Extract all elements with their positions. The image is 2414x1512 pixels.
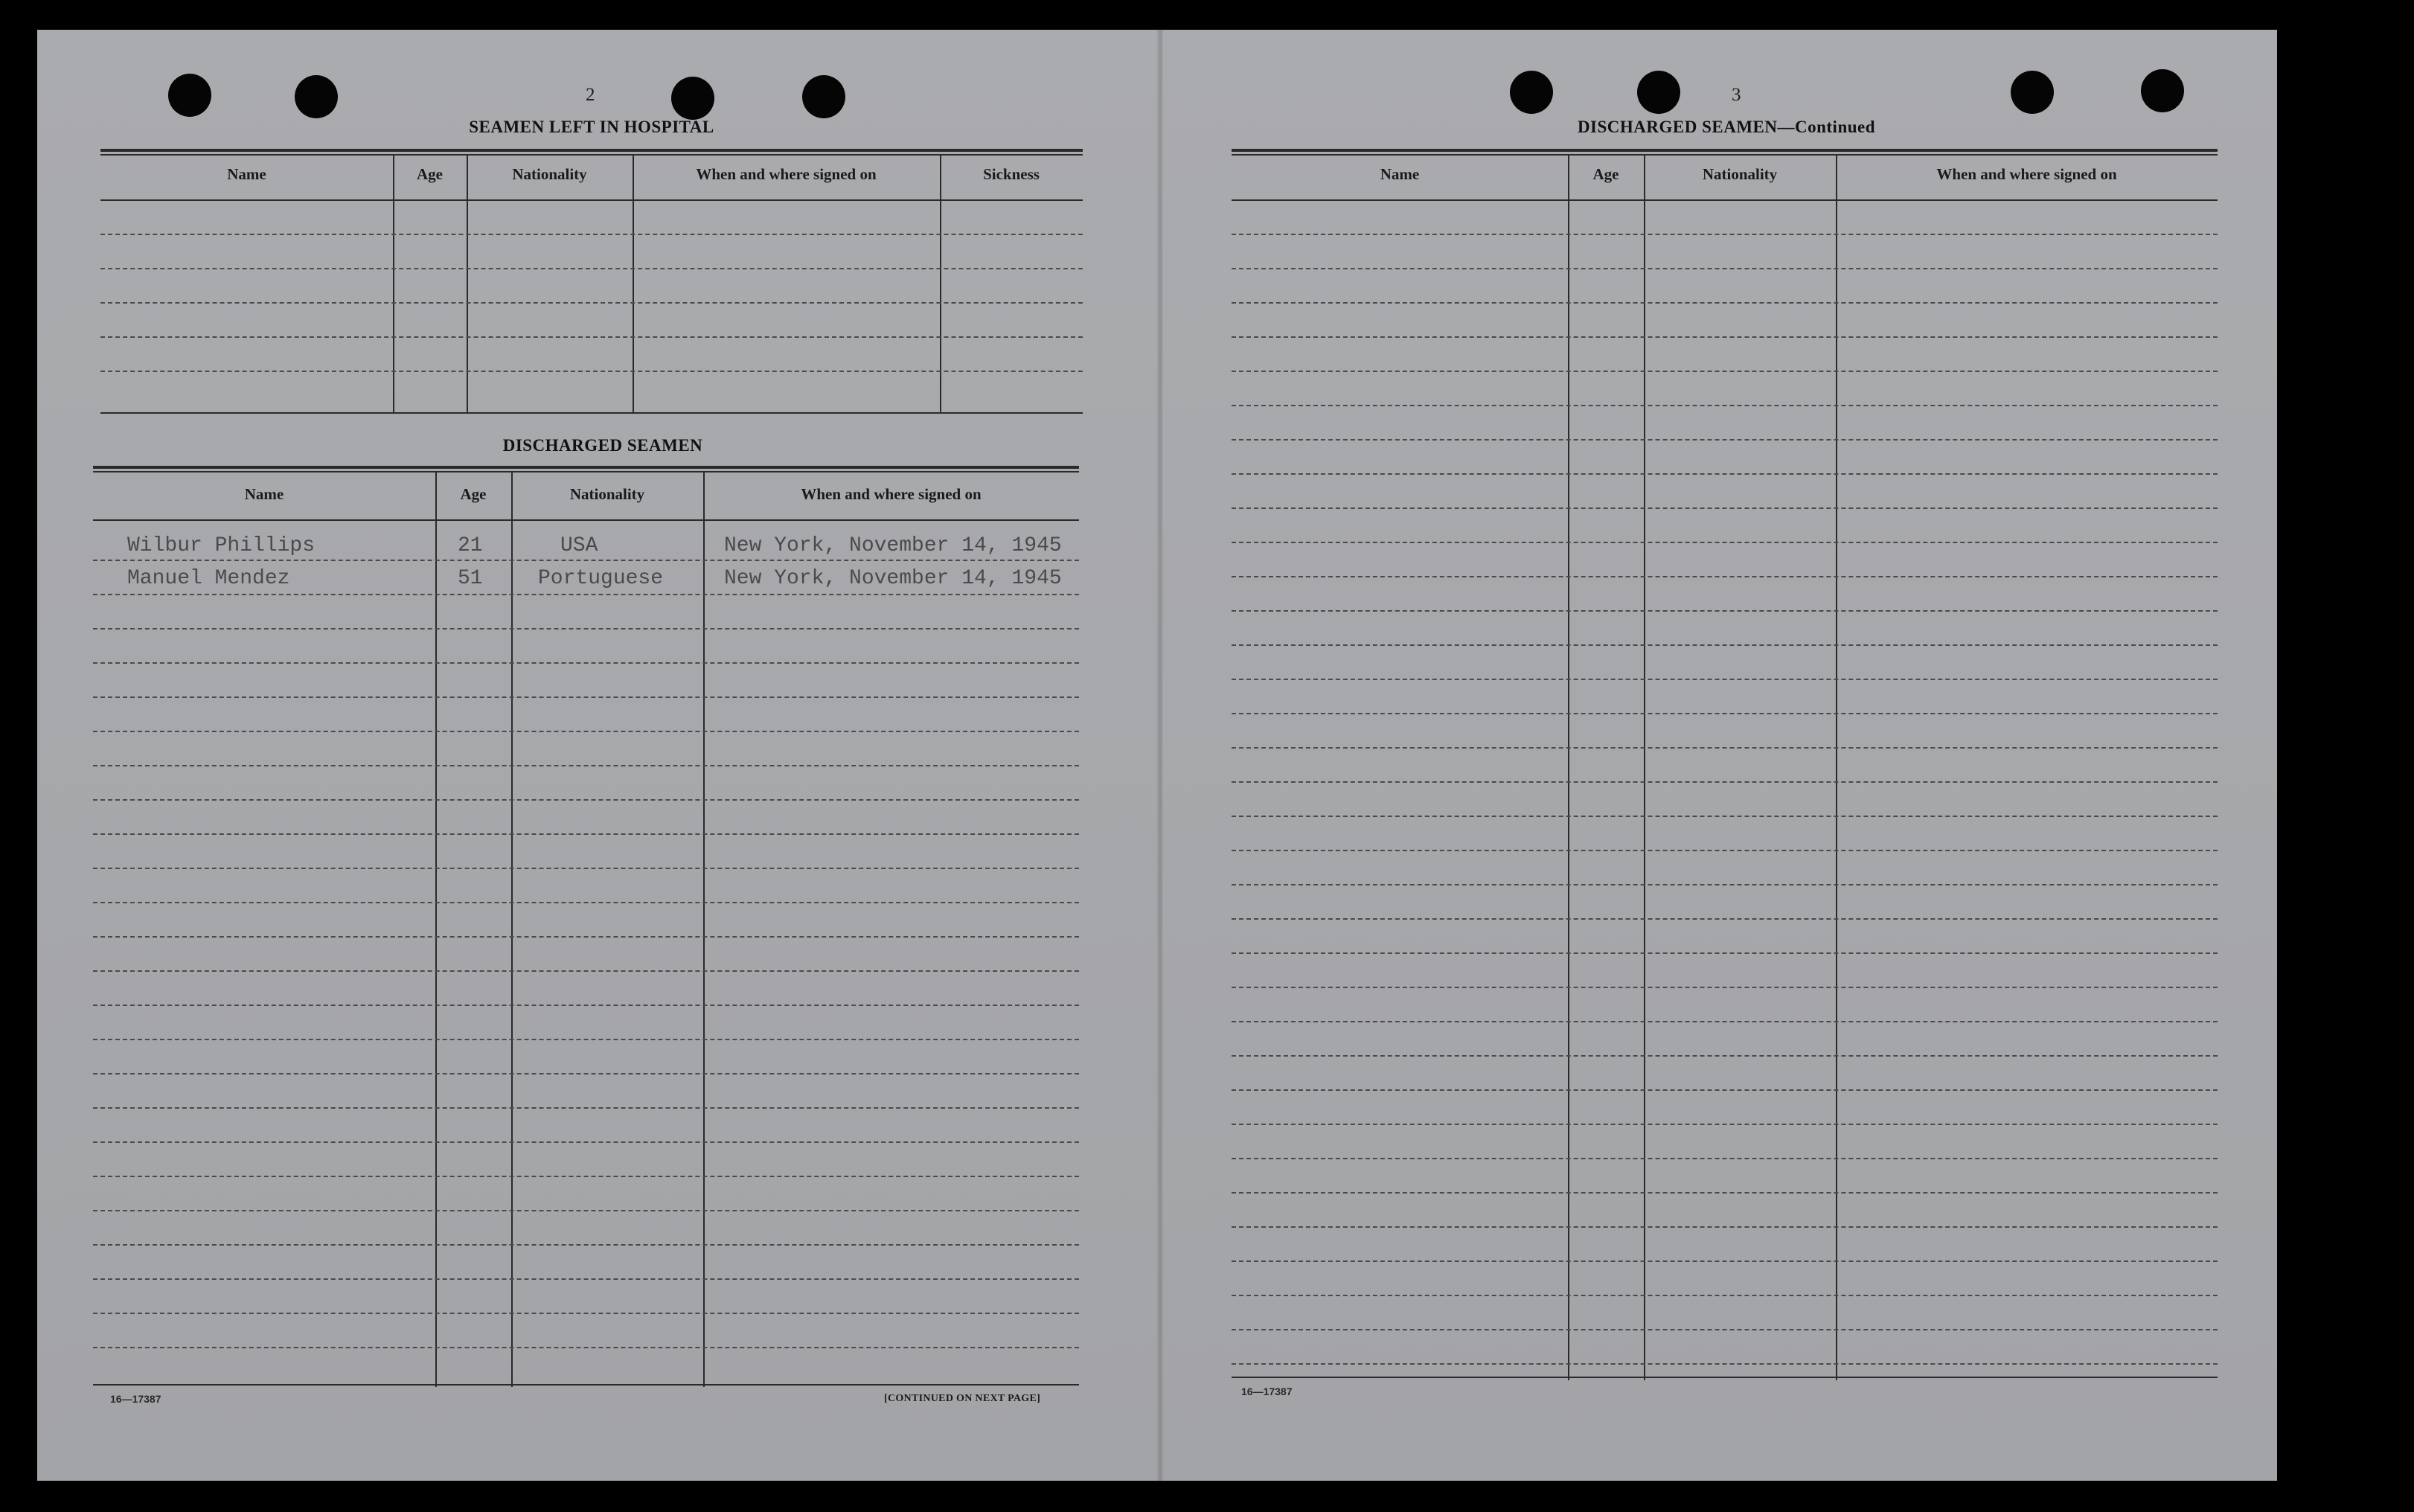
- discharged-continued-title: DISCHARGED SEAMEN—Continued: [1577, 118, 1876, 136]
- ruled-line: [1232, 747, 2218, 749]
- column-header-age: Age: [460, 485, 487, 503]
- table-header-rule: [1232, 199, 2218, 201]
- ruled-line: [93, 1005, 1079, 1006]
- hospital-table: [100, 149, 1083, 414]
- ruled-line: [1232, 439, 2218, 441]
- seaman-signed-on: New York, November 14, 1945: [724, 534, 1062, 557]
- ruled-line: [1232, 1329, 2218, 1330]
- table-top-rule: [93, 466, 1079, 472]
- ruled-line: [93, 560, 1079, 561]
- ruled-line: [93, 1073, 1079, 1074]
- ruled-line: [93, 799, 1079, 801]
- ruled-line: [93, 1347, 1079, 1348]
- page-number-right: 3: [1732, 85, 1741, 105]
- column-divider: [633, 155, 634, 414]
- ruled-line: [93, 1210, 1079, 1211]
- ruled-line: [1232, 234, 2218, 235]
- ruled-line: [1232, 268, 2218, 269]
- ruled-line: [1232, 1021, 2218, 1022]
- ruled-line: [1232, 1226, 2218, 1228]
- punch-hole: [1637, 71, 1680, 114]
- ruled-line: [1232, 1260, 2218, 1262]
- continued-note: [CONTINUED ON NEXT PAGE]: [884, 1393, 1041, 1404]
- page-fold: [1157, 30, 1163, 1481]
- punch-hole: [295, 75, 338, 118]
- form-code-left: 16—17387: [110, 1393, 161, 1405]
- punch-hole: [802, 75, 845, 118]
- ruled-line: [93, 1107, 1079, 1109]
- form-code-right: 16—17387: [1241, 1386, 1293, 1397]
- punch-hole: [671, 77, 714, 120]
- ruled-line: [1232, 302, 2218, 304]
- ruled-line: [93, 936, 1079, 938]
- ruled-line: [1232, 507, 2218, 509]
- ruled-line: [1232, 1158, 2218, 1159]
- ruled-line: [93, 1141, 1079, 1143]
- column-header-age: Age: [1592, 165, 1619, 183]
- discharged-table: [93, 466, 1079, 1387]
- table-top-rule: [100, 149, 1083, 156]
- column-header-name: Name: [244, 485, 284, 503]
- ruled-line: [100, 371, 1083, 372]
- column-header-name: Name: [227, 165, 266, 183]
- discharged-section-title: DISCHARGED SEAMEN: [502, 436, 703, 455]
- ruled-line: [93, 1244, 1079, 1246]
- table-bottom-rule: [100, 412, 1083, 414]
- ruled-line: [1232, 1363, 2218, 1365]
- punch-hole: [2141, 69, 2184, 112]
- ruled-line: [100, 234, 1083, 235]
- column-divider: [511, 472, 513, 1387]
- ruled-line: [1232, 610, 2218, 612]
- ruled-line: [93, 731, 1079, 732]
- ruled-line: [1232, 644, 2218, 646]
- ruled-line: [1232, 850, 2218, 851]
- seaman-name: Wilbur Phillips: [127, 534, 316, 557]
- punch-hole: [1510, 71, 1553, 114]
- column-divider: [1568, 155, 1569, 1380]
- ruled-line: [1232, 1055, 2218, 1057]
- hospital-section-title: SEAMEN LEFT IN HOSPITAL: [469, 118, 714, 136]
- ruled-line: [93, 868, 1079, 869]
- ruled-line: [93, 970, 1079, 972]
- ruled-line: [93, 902, 1079, 903]
- discharged-continued-table: [1232, 149, 2218, 1380]
- page-number-left: 2: [586, 85, 595, 105]
- ruled-line: [1232, 473, 2218, 475]
- column-divider: [1836, 155, 1837, 1380]
- seaman-signed-on: New York, November 14, 1945: [724, 567, 1062, 590]
- ruled-line: [1232, 405, 2218, 406]
- table-bottom-rule: [93, 1384, 1079, 1386]
- ruled-line: [1232, 542, 2218, 543]
- ruled-line: [1232, 371, 2218, 372]
- column-divider: [703, 472, 705, 1387]
- seaman-age: 21: [458, 534, 483, 557]
- ruled-line: [1232, 1089, 2218, 1091]
- seaman-age: 51: [458, 567, 483, 590]
- column-header-signed-on: When and where signed on: [696, 165, 877, 183]
- ruled-line: [1232, 781, 2218, 783]
- ruled-line: [93, 765, 1079, 766]
- seaman-nationality: Portuguese: [538, 567, 664, 590]
- column-header-nationality: Nationality: [512, 165, 587, 183]
- seaman-nationality: USA: [560, 534, 598, 557]
- ruled-line: [1232, 576, 2218, 577]
- column-divider: [1644, 155, 1645, 1380]
- ruled-line: [1232, 952, 2218, 954]
- column-divider: [435, 472, 437, 1387]
- column-header-signed-on: When and where signed on: [1936, 165, 2117, 183]
- ruled-line: [93, 1176, 1079, 1177]
- ruled-line: [1232, 713, 2218, 714]
- ruled-line: [1232, 336, 2218, 338]
- table-bottom-rule: [1232, 1377, 2218, 1378]
- ruled-line: [1232, 816, 2218, 817]
- column-divider: [393, 155, 394, 414]
- ruled-line: [93, 1278, 1079, 1280]
- ruled-line: [93, 662, 1079, 664]
- ruled-line: [93, 696, 1079, 698]
- ruled-line: [100, 302, 1083, 304]
- ruled-line: [100, 336, 1083, 338]
- ruled-line: [1232, 1295, 2218, 1296]
- ruled-line: [93, 1313, 1079, 1314]
- seaman-name: Manuel Mendez: [127, 567, 290, 590]
- ruled-line: [93, 833, 1079, 835]
- table-header-rule: [93, 519, 1079, 521]
- column-divider: [940, 155, 941, 414]
- ruled-line: [93, 594, 1079, 595]
- ruled-line: [93, 628, 1079, 630]
- ruled-line: [1232, 1192, 2218, 1194]
- column-divider: [467, 155, 468, 414]
- ruled-line: [1232, 1124, 2218, 1125]
- column-header-sickness: Sickness: [983, 165, 1040, 183]
- ruled-line: [1232, 918, 2218, 920]
- ruled-line: [1232, 679, 2218, 680]
- column-header-signed-on: When and where signed on: [801, 485, 982, 503]
- table-header-rule: [100, 199, 1083, 201]
- ruled-line: [93, 1039, 1079, 1040]
- punch-hole: [2011, 71, 2054, 114]
- column-header-age: Age: [417, 165, 443, 183]
- column-header-nationality: Nationality: [1702, 165, 1778, 183]
- ruled-line: [100, 268, 1083, 269]
- punch-hole: [168, 74, 211, 117]
- column-header-nationality: Nationality: [569, 485, 645, 503]
- ruled-line: [1232, 884, 2218, 885]
- ruled-line: [1232, 987, 2218, 988]
- column-header-name: Name: [1380, 165, 1420, 183]
- table-top-rule: [1232, 149, 2218, 156]
